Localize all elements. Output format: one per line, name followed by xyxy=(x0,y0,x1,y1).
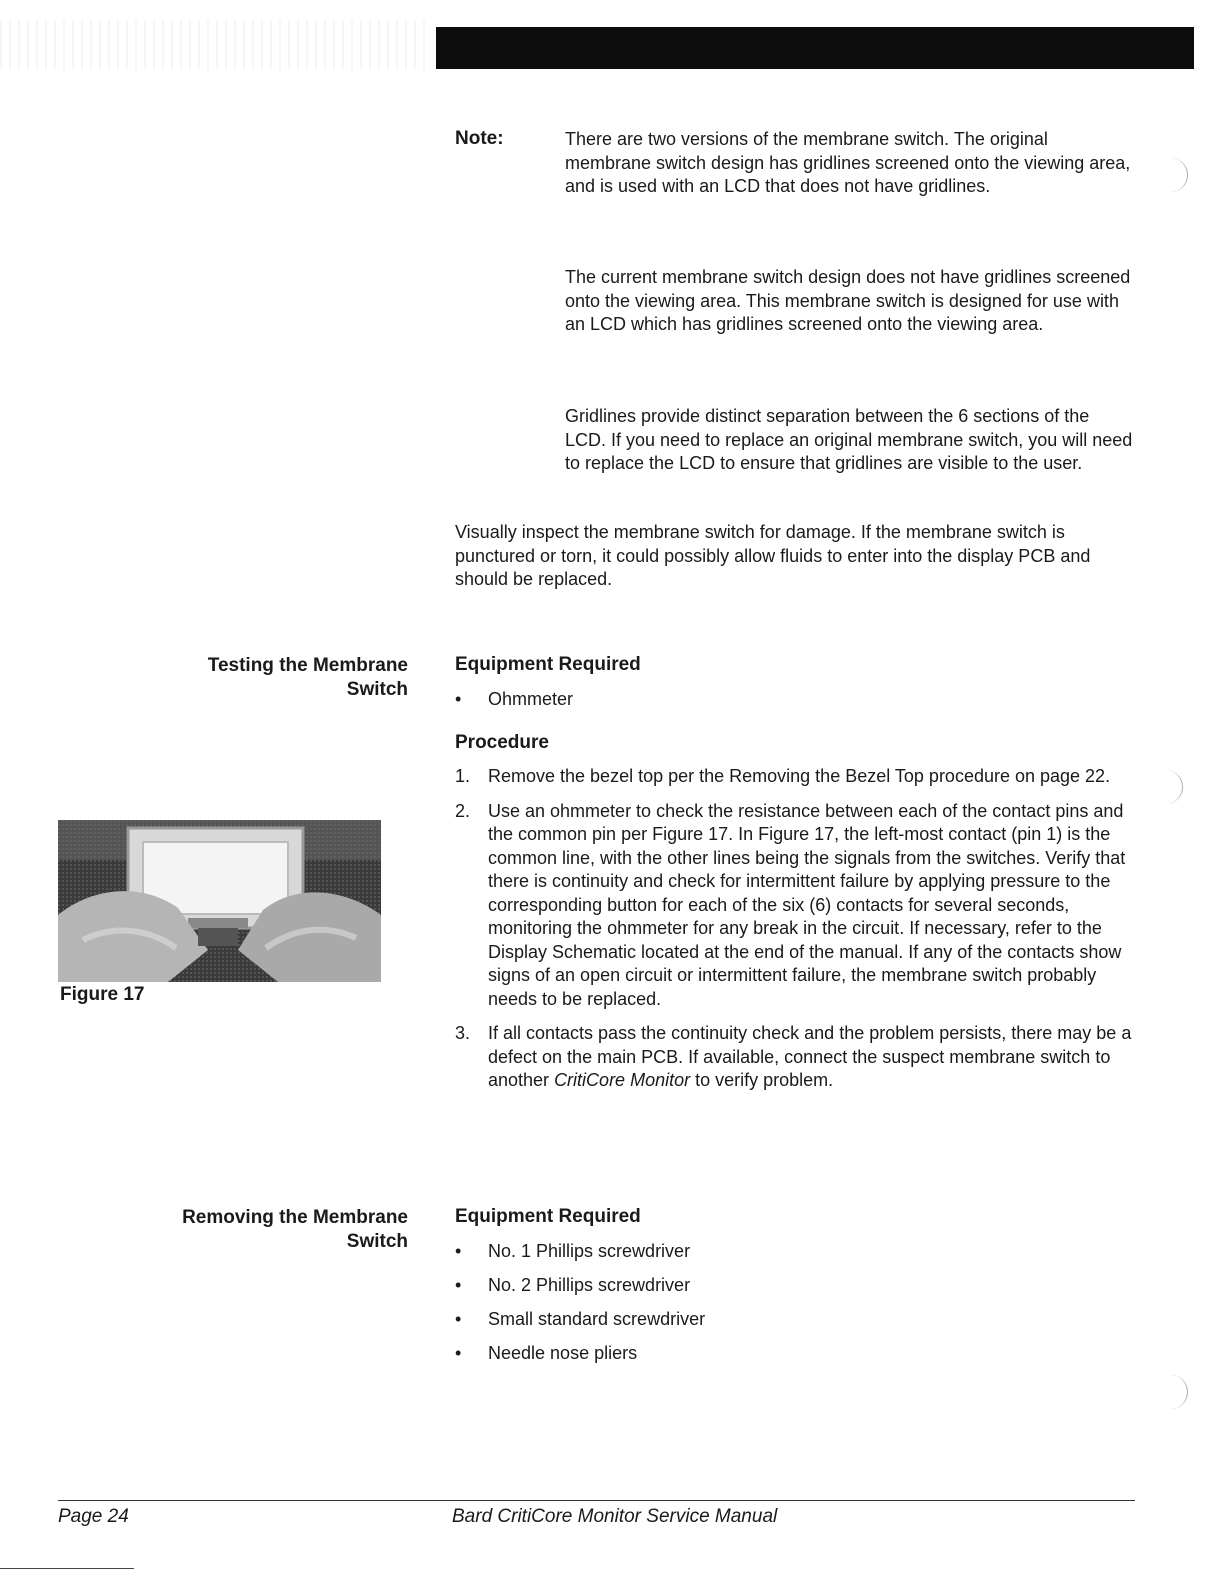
footer-rule xyxy=(58,1500,1135,1501)
note-label: Note: xyxy=(455,128,504,149)
figure-caption: Figure 17 xyxy=(60,984,145,1005)
inspect-paragraph: Visually inspect the membrane switch for damage. If the membrane switch is punctured or torn, it could possibly allow fluids to enter into the display PCB and should be replaced. xyxy=(455,522,1091,589)
step-text-part: to verify problem. xyxy=(690,1070,834,1090)
step-text: Remove the bezel top per the Removing the Bezel Top procedure on page 22. xyxy=(488,766,1111,786)
binder-mark xyxy=(1165,158,1188,192)
testing-section-heading xyxy=(160,654,408,701)
removing-heading-line1: Removing the Membrane xyxy=(182,1207,408,1228)
removing-equipment-heading: Equipment Required xyxy=(455,1206,641,1227)
step-number: 1. xyxy=(455,766,471,786)
testing-equipment-heading: Equipment Required xyxy=(455,654,641,675)
equipment-item: • No. 1 Phillips screwdriver xyxy=(455,1240,705,1274)
binder-mark xyxy=(1160,770,1183,804)
step-text: Use an ohmmeter to check the resistance between each of the contact pins and the common pin per Figure 17. In Figure 17, the left-most contact (pin 1) is the common line, with the other lines being the signals from the switches. Verify that there is continuity and check for intermittent failure by applying pressure to the corresponding button for each of the six (6) contacts for several seconds, monitoring the ohmmeter for any break in the circuit. If necessary, refer to the Display Schematic located at the end of the manual. If any of the contacts show signs of an open circuit or intermittent failure, the membrane switch probably needs to be replaced. xyxy=(488,800,1126,1009)
testing-heading-line2: Switch xyxy=(346,678,408,700)
equipment-item: • Ohmmeter xyxy=(455,688,573,722)
step-text-part: If all contacts pass the continuity check and the problem persists, there may be a defect on the main PCB. If available, connect the suspect membrane switch to another xyxy=(488,1023,1132,1090)
step-text xyxy=(488,1023,1131,1090)
product-name: CritiCore Monitor xyxy=(554,1070,691,1090)
step-number: 3. xyxy=(455,1023,471,1043)
procedure-heading: Procedure xyxy=(455,732,549,753)
note-paragraph-3: Gridlines provide distinct separation between the 6 sections of the LCD. If you need to replace an original membrane switch, you will need to replace the LCD to ensure that gridlines are visible to the user. xyxy=(565,406,1133,473)
equipment-item: • No. 2 Phillips screwdriver xyxy=(455,1274,705,1308)
testing-heading-line1: Testing the Membrane xyxy=(207,655,408,676)
procedure-steps xyxy=(455,765,1135,1104)
header-bar xyxy=(436,27,1194,69)
bottom-scan-rule xyxy=(0,1568,134,1569)
equipment-item: • Small standard screwdriver xyxy=(455,1308,705,1342)
equipment-item: • Needle nose pliers xyxy=(455,1342,705,1376)
note-paragraph-1: There are two versions of the membrane switch. The original membrane switch design has gridlines screened onto the viewing area, and is used with an LCD that does not have gridlines. xyxy=(565,129,1131,196)
step-number: 2. xyxy=(455,800,471,821)
removing-equipment-list xyxy=(455,1240,705,1376)
removing-heading-line2: Switch xyxy=(346,1230,408,1252)
procedure-step xyxy=(455,800,1135,1012)
scan-artifact xyxy=(0,20,430,70)
figure-17-photo xyxy=(58,820,381,982)
membrane-switch-photo-illustration xyxy=(58,820,381,982)
note-paragraph-2: The current membrane switch design does not have gridlines screened onto the viewing area. This membrane switch is designed for use with an LCD which has gridlines screened onto the viewing area. xyxy=(565,267,1131,334)
procedure-step xyxy=(455,1022,1135,1093)
binder-mark xyxy=(1165,1375,1188,1409)
page-number: Page 24 xyxy=(58,1506,129,1527)
manual-title: Bard CritiCore Monitor Service Manual xyxy=(452,1506,778,1527)
procedure-step xyxy=(455,765,1135,789)
removing-section-heading xyxy=(160,1206,408,1253)
testing-equipment-list xyxy=(455,688,573,722)
